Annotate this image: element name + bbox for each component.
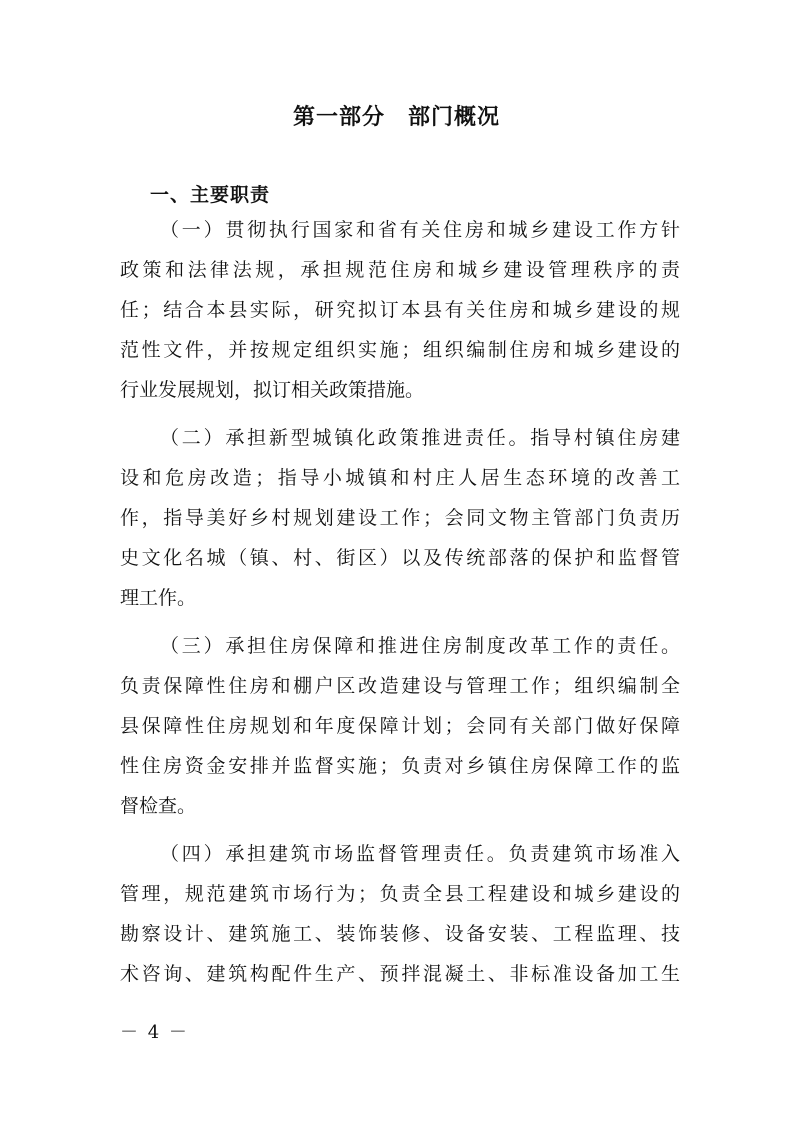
paragraph-line: （三）承担住房保障和推进住房制度改革工作的责任。 bbox=[160, 635, 680, 657]
paragraph-line: 术咨询、建筑构配件生产、预拌混凝土、非标准设备加工生 bbox=[120, 963, 680, 985]
paragraph-line: 督检查。 bbox=[120, 795, 197, 817]
paragraph-line: 性住房资金安排并监督实施；负责对乡镇住房保障工作的监 bbox=[120, 755, 680, 777]
paragraph-line: 管理，规范建筑市场行为；负责全县工程建设和城乡建设的 bbox=[120, 883, 680, 905]
paragraph-line: 设和危房改造；指导小城镇和村庄人居生态环境的改善工 bbox=[120, 467, 680, 489]
page-title: 第一部分 部门概况 bbox=[292, 105, 500, 130]
paragraph-line: 负责保障性住房和棚户区改造建设与管理工作；组织编制全 bbox=[120, 675, 680, 697]
paragraph-line: （二）承担新型城镇化政策推进责任。指导村镇住房建 bbox=[160, 427, 680, 449]
paragraph-line: 政策和法律法规，承担规范住房和城乡建设管理秩序的责 bbox=[120, 259, 680, 281]
paragraph-line: 史文化名城（镇、村、街区）以及传统部落的保护和监督管 bbox=[120, 547, 680, 569]
paragraph-line: 县保障性住房规划和年度保障计划；会同有关部门做好保障 bbox=[120, 715, 680, 737]
paragraph-line: 勘察设计、建筑施工、装饰装修、设备安装、工程监理、技 bbox=[120, 923, 680, 945]
paragraph-line: 范性文件，并按规定组织实施；组织编制住房和城乡建设的 bbox=[120, 339, 680, 361]
paragraph-line: 任；结合本县实际，研究拟订本县有关住房和城乡建设的规 bbox=[120, 299, 680, 321]
paragraph-line: （四）承担建筑市场监督管理责任。负责建筑市场准入 bbox=[160, 843, 680, 865]
paragraph-line: （一）贯彻执行国家和省有关住房和城乡建设工作方针 bbox=[160, 219, 680, 241]
paragraph-line: 理工作。 bbox=[120, 587, 197, 609]
page-number: － 4 － bbox=[120, 1022, 189, 1043]
section-heading: 一、主要职责 bbox=[150, 184, 271, 206]
paragraph-line: 行业发展规划，拟订相关政策措施。 bbox=[120, 379, 425, 401]
paragraph-line: 作，指导美好乡村规划建设工作；会同文物主管部门负责历 bbox=[120, 507, 680, 529]
